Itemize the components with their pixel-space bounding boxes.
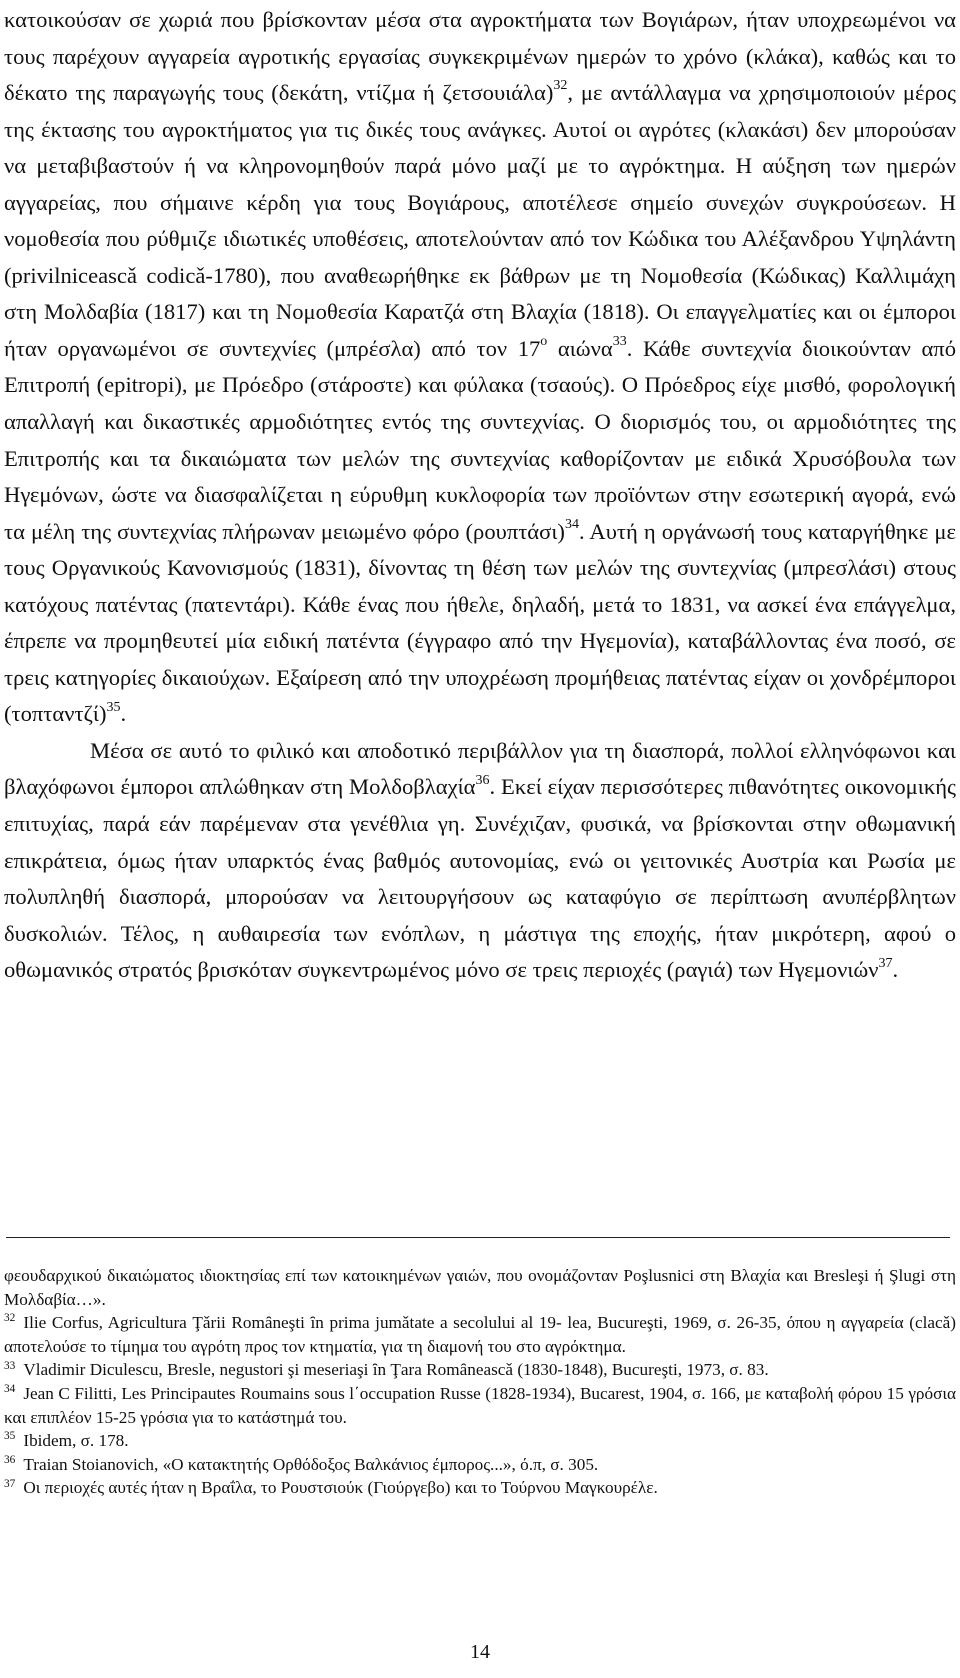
footnote-ref-33[interactable]: 33 — [612, 334, 627, 350]
footnotes — [4, 1264, 956, 1500]
paragraph-text: . — [120, 701, 127, 727]
footnote-text: Οι περιοχές αυτές ήταν η Βραΐλα, το Ρουστσιούκ (Γιούργεβο) και το Τούρνου Μαγκουρέλε. — [23, 1478, 658, 1498]
footnote-number: 34 — [4, 1383, 16, 1396]
footnote-text: Ilie Corfus, Agricultura Ţǎrii Romȃneşti ȋn prima jumǎtate a secolului al 19- lea, Bucureşti, 1969, σ. 26-35, όπου η αγγαρεία (clacǎ) αποτελούσε το τίμημα του αγρότη προς τον κτηματία, για τη διαμονή του στο αγρόκτημα. — [4, 1313, 956, 1356]
footnote-33 — [4, 1358, 956, 1382]
footnote-text: Vladimir Diculescu, Bresle, negustori şi meseriaşi ȋn Ţara Romȃneascǎ (1830-1848), Bucureşti, 1973, σ. 83. — [23, 1360, 769, 1380]
footnote-number: 32 — [4, 1312, 16, 1325]
paragraph-text: κατοικούσαν σε χωριά που βρίσκονταν μέσα στα αγροκτήματα των Βογιάρων, ήταν υποχρεωμένοι να τους παρέχουν αγγαρεία αγροτικής εργασίας συγκεκριμένων ημερών το χρόνο (κλάκα), καθώς και το δέκατο της παραγωγής τους (δεκάτη, ντίζμα ή ζετσουιάλα) — [4, 7, 956, 106]
footnote-ref-34[interactable]: 34 — [564, 517, 579, 533]
footnote-number: 37 — [4, 1477, 16, 1490]
paragraph-text: . Εκεί είχαν περισσότερες πιθανότητες οικονομικής επιτυχίας, παρά εάν παρέμεναν στα γενέθλια γη. Συνέχιζαν, φυσικά, να βρίσκονται στην οθωμανική επικράτεια, όμως ήταν υπαρκτός ένας βαθμός αυτονομίας, ενώ οι γειτονικές Αυστρία και Ρωσία με πολυπληθή διασπορά, μπορούσαν να λειτουργήσουν ως καταφύγιο σε περίπτωση ανυπέρβλητων δυσκολιών. Τέλος, η αυθαιρεσία των ενόπλων, η μάστιγα της εποχής, ήταν μικρότερη, αφού ο οθωμανικός στρατός βρισκόταν συγκεντρωμένος μόνο σε τρεις περιοχές (ραγιά) των Ηγεμονιών — [4, 774, 956, 983]
page-number: 14 — [470, 1641, 490, 1663]
ordinal-superscript: ο — [540, 334, 548, 350]
footnote-ref-36[interactable]: 36 — [475, 772, 490, 788]
footnote-ref-32[interactable]: 32 — [553, 78, 568, 94]
paragraph-text: αιώνα — [547, 335, 613, 361]
footnote-continuation: φεουδαρχικού δικαιώματος ιδιοκτησίας επί των κατοικημένων γαιών, που ονομάζονταν Poşlusnici στη Βλαχία και Bresleşi ή Şlugi στη Μολδαβία…». — [4, 1266, 956, 1309]
paragraph-text: . Κάθε συντεχνία διοικούνταν από Επιτροπή (epitropi), με Πρόεδρο (στάροστε) και φύλακα (τσαούς). Ο Πρόεδρος είχε μισθό, φορολογική απαλλαγή και δικαστικές αρμοδιότητες εντός της συντεχνίας. Ο διορισμός του, οι αρμοδιότητες της Επιτροπής και τα δικαιώματα των μελών της συντεχνίας καθορίζονταν με ειδικά Χρυσόβουλα των Ηγεμόνων, ώστε να διασφαλίζεται η εύρυθμη κυκλοφορία των προϊόντων στην εσωτερική αγορά, ενώ τα μέλη της συντεχνίας πλήρωναν μειωμένο φόρο (ρουπτάσι) — [4, 335, 956, 544]
footnote-ref-37[interactable]: 37 — [878, 955, 893, 971]
footnote-text: Jean C Filitti, Les Principautes Roumains sous l΄occupation Russe (1828-1934), Bucarest, 1904, σ. 166, με καταβολή φόρου 15 γρόσια και επιπλέον 15-25 γρόσια για το κατάστημά του. — [4, 1383, 956, 1427]
footnote-separator — [6, 1237, 950, 1238]
footnote-text: Ibidem, σ. 178. — [23, 1431, 129, 1451]
paragraph-text: , με αντάλλαγμα να χρησιμοποιούν μέρος της έκτασης του αγροκτήματος για τις δικές τους ανάγκες. Αυτοί οι αγρότες (κλακάσι) δεν μπορούσαν να μεταβιβαστούν ή να κληρονομηθούν παρά μόνο μαζί με το αγρόκτημα. Η αύξηση των ημερών αγγαρείας, που σήμαινε κέρδη για τους Βογιάρους, αποτέλεσε σημείο συνεχών συγκρούσεων. Η νομοθεσία που ρύθμιζε ιδιωτικές υποθέσεις, αποτελούνταν από τον Κώδικα του Αλέξανδρου Υψηλάντη (privilniceascǎ codicǎ-1780), που αναθεωρήθηκε εκ βάθρων με τη Νομοθεσία (Κώδικας) Καλλιμάχη στη Μολδαβία (1817) και τη Νομοθεσία Καρατζά στη Βλαχία (1818). Οι επαγγελματίες και οι έμποροι ήταν οργανωμένοι σε συντεχνίες (μπρέσλα) από τον 17 — [4, 80, 956, 361]
footnote-number: 35 — [4, 1430, 16, 1443]
footnote-text: Traian Stoianovich, «Ο κατακτητής Ορθόδοξος Βαλκάνιος έμπορος...», ό.π, σ. 305. — [23, 1454, 599, 1474]
footnote-37 — [4, 1476, 956, 1500]
paragraph-2 — [4, 733, 956, 989]
paragraph-text: . — [892, 957, 899, 983]
footnote-number: 33 — [4, 1359, 16, 1372]
footnote-36 — [4, 1453, 956, 1477]
paragraph-1 — [4, 2, 956, 733]
footnote-ref-35[interactable]: 35 — [106, 699, 121, 715]
footnote-35 — [4, 1429, 956, 1453]
footnote-34 — [4, 1382, 956, 1429]
main-text — [4, 2, 956, 989]
paragraph-text: Μέσα σε αυτό το φιλικό και αποδοτικό περιβάλλον για τη διασπορά, πολλοί ελληνόφωνοι και βλαχόφωνοι έμποροι απλώθηκαν στη Μολδοβλαχία — [4, 737, 956, 800]
footnote-32 — [4, 1311, 956, 1358]
footnote-number: 36 — [4, 1454, 16, 1467]
paragraph-text: . Αυτή η οργάνωσή τους καταργήθηκε με τους Οργανικούς Κανονισμούς (1831), δίνοντας τη θέση των μελών της συντεχνίας (μπρεσλάσι) στους κατόχους πατέντας (πατεντάρι). Κάθε ένας που ήθελε, δηλαδή, μετά το 1831, να ασκεί ένα επάγγελμα, έπρεπε να προμηθευτεί μία ειδική πατέντα (έγγραφο από την Ηγεμονία), καταβάλλοντας ένα ποσό, σε τρεις κατηγορίες δικαιούχων. Εξαίρεση από την υποχρέωση προμήθειας πατέντας είχαν οι χονδρέμποροι (τοπταντζί) — [4, 518, 956, 727]
